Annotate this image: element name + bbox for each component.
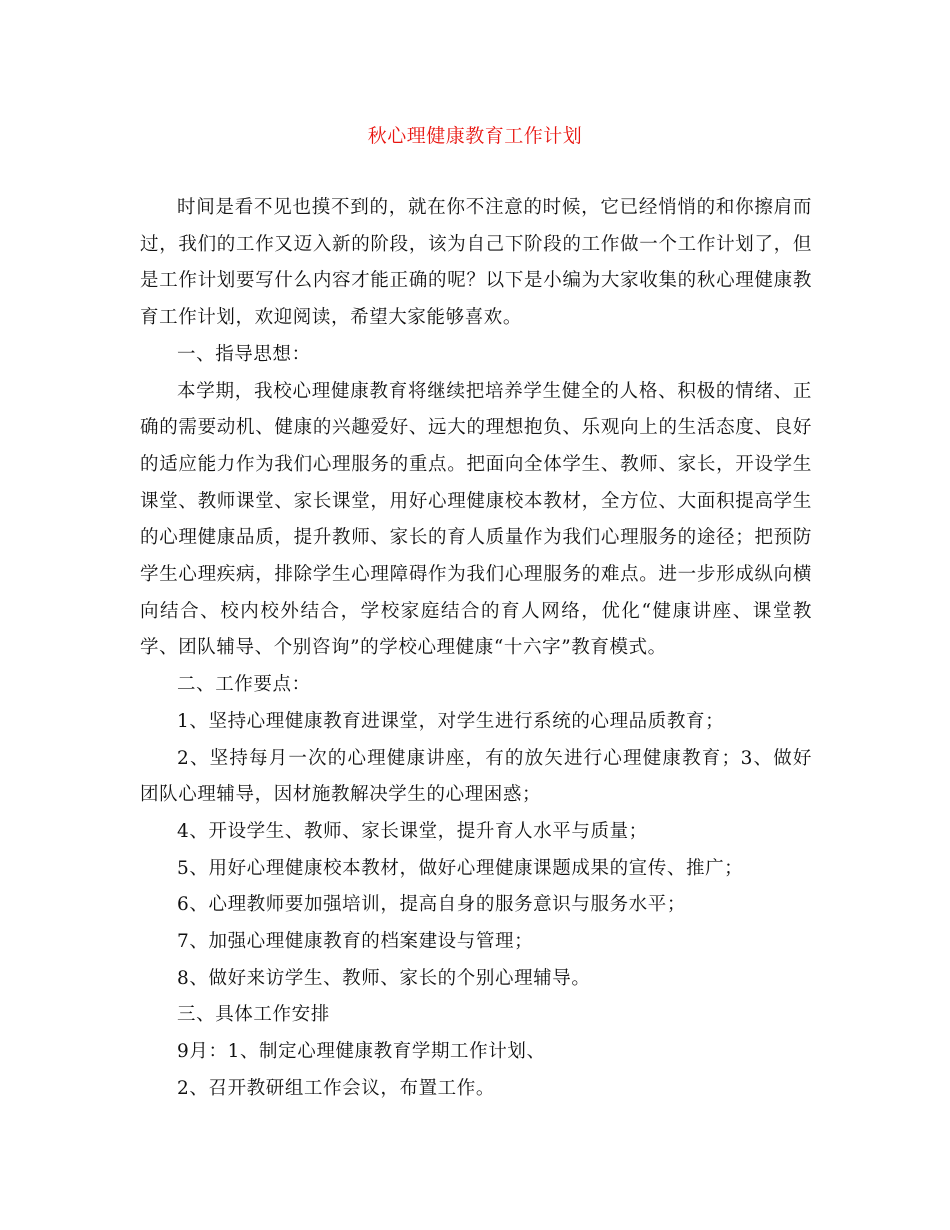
paragraph-guiding-thought: 本学期，我校心理健康教育将继续把培养学生健全的人格、积极的情绪、正确的需要动机、健康的兴趣爱好、远大的理想抱负、乐观向上的生活态度、良好的适应能力作为我们心理服务的重点。把面向全体学生、教师、家长，开设学生课堂、教师课堂、家长课堂，用好心理健康校本教材，全方位、大面积提高学生的心理健康品质，提升教师、家长的育人质量作为我们心理服务的途径；把预防学生心理疾病，排除学生心理障碍作为我们心理服务的难点。进一步形成纵向横向结合、校内校外结合，学校家庭结合的育人网络，优化“健康讲座、课堂教学、团队辅导、个别咨询”的学校心理健康“十六字”教育模式。 xyxy=(140,380,812,659)
section-heading-guiding-thought: 一、指导思想： xyxy=(177,343,311,365)
schedule-item: 2、召开教研组工作会议，布置工作。 xyxy=(177,1077,495,1099)
list-item: 7、加强心理健康教育的档案建设与管理； xyxy=(177,931,534,953)
list-item: 1、坚持心理健康教育进课堂，对学生进行系统的心理品质教育； xyxy=(177,710,725,732)
document-body xyxy=(140,190,812,1108)
list-item: 4、开设学生、教师、家长课堂，提升育人水平与质量； xyxy=(177,820,648,842)
list-item: 8、做好来访学生、教师、家长的个别心理辅导。 xyxy=(177,967,591,989)
section-heading-schedule: 三、具体工作安排 xyxy=(177,1004,330,1026)
list-item: 6、心理教师要加强培训，提高自身的服务意识与服务水平； xyxy=(177,894,686,916)
list-item: 2、坚持每月一次的心理健康讲座，有的放矢进行心理健康教育；3、做好团队心理辅导，因材施教解决学生的心理困惑； xyxy=(140,747,812,806)
schedule-item: 9月：1、制定心理健康教育学期工作计划、 xyxy=(177,1041,546,1063)
list-item: 5、用好心理健康校本教材，做好心理健康课题成果的宣传、推广； xyxy=(177,857,744,879)
document-title: 秋心理健康教育工作计划 xyxy=(367,125,583,147)
paragraph-intro: 时间是看不见也摸不到的，就在你不注意的时候，它已经悄悄的和你擦肩而过，我们的工作又迈入新的阶段，该为自己下阶段的工作做一个工作计划了，但是工作计划要写什么内容才能正确的呢？以下是小编为大家收集的秋心理健康教育工作计划，欢迎阅读，希望大家能够喜欢。 xyxy=(140,197,812,329)
section-heading-work-points: 二、工作要点： xyxy=(177,674,311,696)
